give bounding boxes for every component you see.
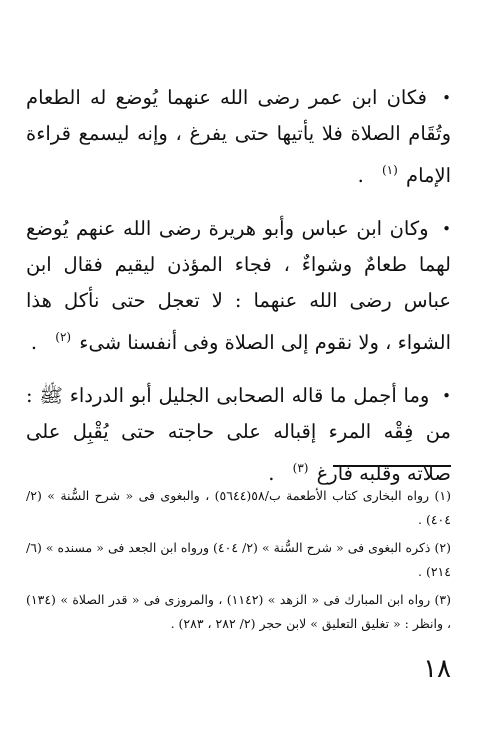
paragraph-3 [26,378,451,492]
paragraph-end-mark: . [357,164,364,187]
bullet-icon: • [442,220,451,238]
main-text [26,80,451,509]
footnote-2: (٢) ذكره البغوى فى « شرح السُّنة » (٢/ ٤٠٤) ورواه ابن الجعد فى « مسنده » (٦/ ٢١٤) . [26,540,451,579]
page-number: ١٨ [423,654,451,684]
footnote-separator [333,465,451,467]
paragraph-text: وما أجمل ما قاله الصحابى الجليل أبو الدرداء ﷺ : من فِقْه المرء إقباله على حاجته حتى يُقْبِل على صلاته وقلبه فارغ [26,384,451,485]
paragraph-text: وكان ابن عباس وأبو هريرة رضى الله عنهم يُوضع لهما طعامٌ وشواءٌ ، فجاء المؤذن ليقيم فقال ابن عباس رضى الله عنهما : لا تعجل حتى نأكل هذا الشواء ، ولا نقوم إلى الصلاة وفى أنفسنا شىء [26,217,451,354]
footnote-3: (٣) رواه ابن المبارك فى « الزهد » (١١٤٢) ، والمروزى فى « قدر الصلاة » (١٣٤) ، وانظر : « تغليق التعليق » لابن حجر (٢/ ٢٨٢ ، ٢٨٣) . [26,592,451,631]
paragraph-2 [26,211,451,361]
footnote-1: (١) رواه البخارى كتاب الأطعمة ب/٥٨(٥٦٤٤) ، والبغوى فى « شرح السُّنة » (٢/ ٤٠٤) . [26,488,451,527]
paragraph-end-mark: . [268,462,275,485]
footnotes-section [26,484,451,640]
paragraph-text: فكان ابن عمر رضى الله عنهما يُوضع له الطعام وتُقَام الصلاة فلا يأتيها حتى يفرغ ، وإنه ليسمع قراءة الإمام [26,86,451,187]
bullet-icon: • [442,89,451,107]
footnote-reference[interactable]: (٢) [55,330,72,344]
paragraph-1 [26,80,451,194]
bullet-icon: • [442,387,451,405]
footnote-reference[interactable]: (١) [381,163,398,177]
paragraph-end-mark: . [30,331,38,354]
footnote-reference[interactable]: (٣) [292,461,309,475]
